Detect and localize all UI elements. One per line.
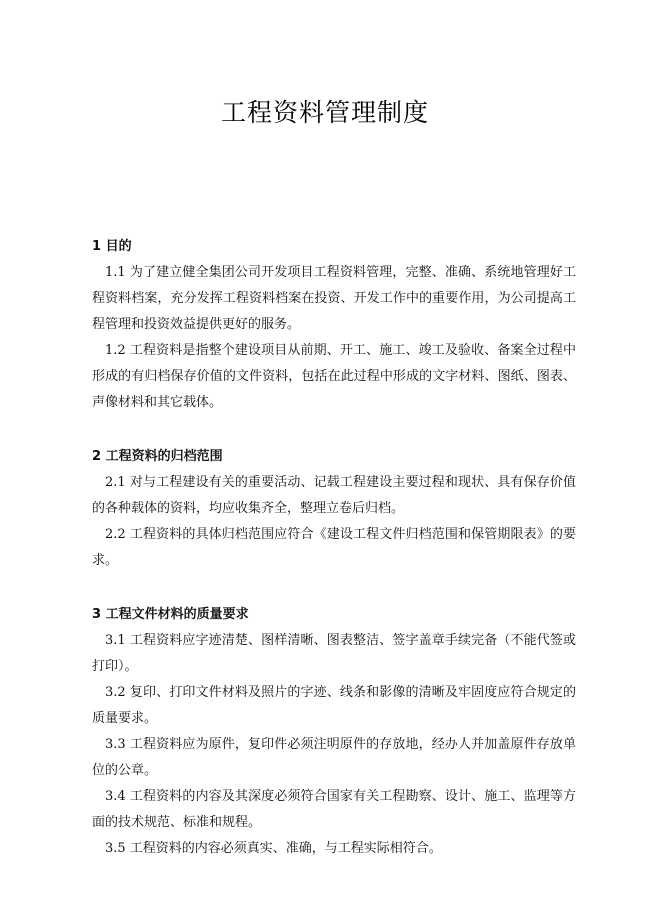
- section-heading: 3 工程文件材料的质量要求: [92, 607, 249, 622]
- section-purpose: [92, 234, 576, 416]
- section-heading: 1 目的: [92, 239, 132, 254]
- paragraph: 1.1 为了建立健全集团公司开发项目工程资料管理，完整、准确、系统地管理好工程资料档案，充分发挥工程资料档案在投资、开发工作中的重要作用，为公司提高工程管理和投资效益提供更好的服务。: [92, 265, 576, 332]
- document-title: 工程资料管理制度: [220, 98, 429, 127]
- paragraph: 3.3 工程资料应为原件，复印件必须注明原件的存放地，经办人并加盖原件存放单位的公章。: [92, 737, 576, 778]
- paragraph: 3.2 复印、打印文件材料及照片的字迹、线条和影像的清晰及牢固度应符合规定的质量要求。: [92, 685, 576, 726]
- section-heading: 2 工程资料的归档范围: [92, 449, 223, 464]
- paragraph: 2.2 工程资料的具体归档范围应符合《建设工程文件归档范围和保管期限表》的要求。: [92, 527, 576, 568]
- paragraph: 1.2 工程资料是指整个建设项目从前期、开工、施工、竣工及验收、备案全过程中形成的有归档保存价值的文件资料，包括在此过程中形成的文字材料、图纸、图表、声像材料和其它载体。: [92, 343, 576, 410]
- section-archive-scope: [92, 444, 576, 574]
- paragraph: 3.1 工程资料应字迹清楚、图样清晰、图表整洁、签字盖章手续完备（不能代签或打印）。: [92, 633, 576, 674]
- document-body: [92, 234, 576, 890]
- section-quality-requirements: [92, 602, 576, 862]
- paragraph: 3.4 工程资料的内容及其深度必须符合国家有关工程勘察、设计、施工、监理等方面的技术规范、标准和规程。: [92, 789, 576, 830]
- paragraph: 2.1 对与工程建设有关的重要活动、记载工程建设主要过程和现状、具有保存价值的各种载体的资料，均应收集齐全，整理立卷后归档。: [92, 475, 576, 516]
- paragraph: 3.5 工程资料的内容必须真实、准确，与工程实际相符合。: [105, 841, 442, 856]
